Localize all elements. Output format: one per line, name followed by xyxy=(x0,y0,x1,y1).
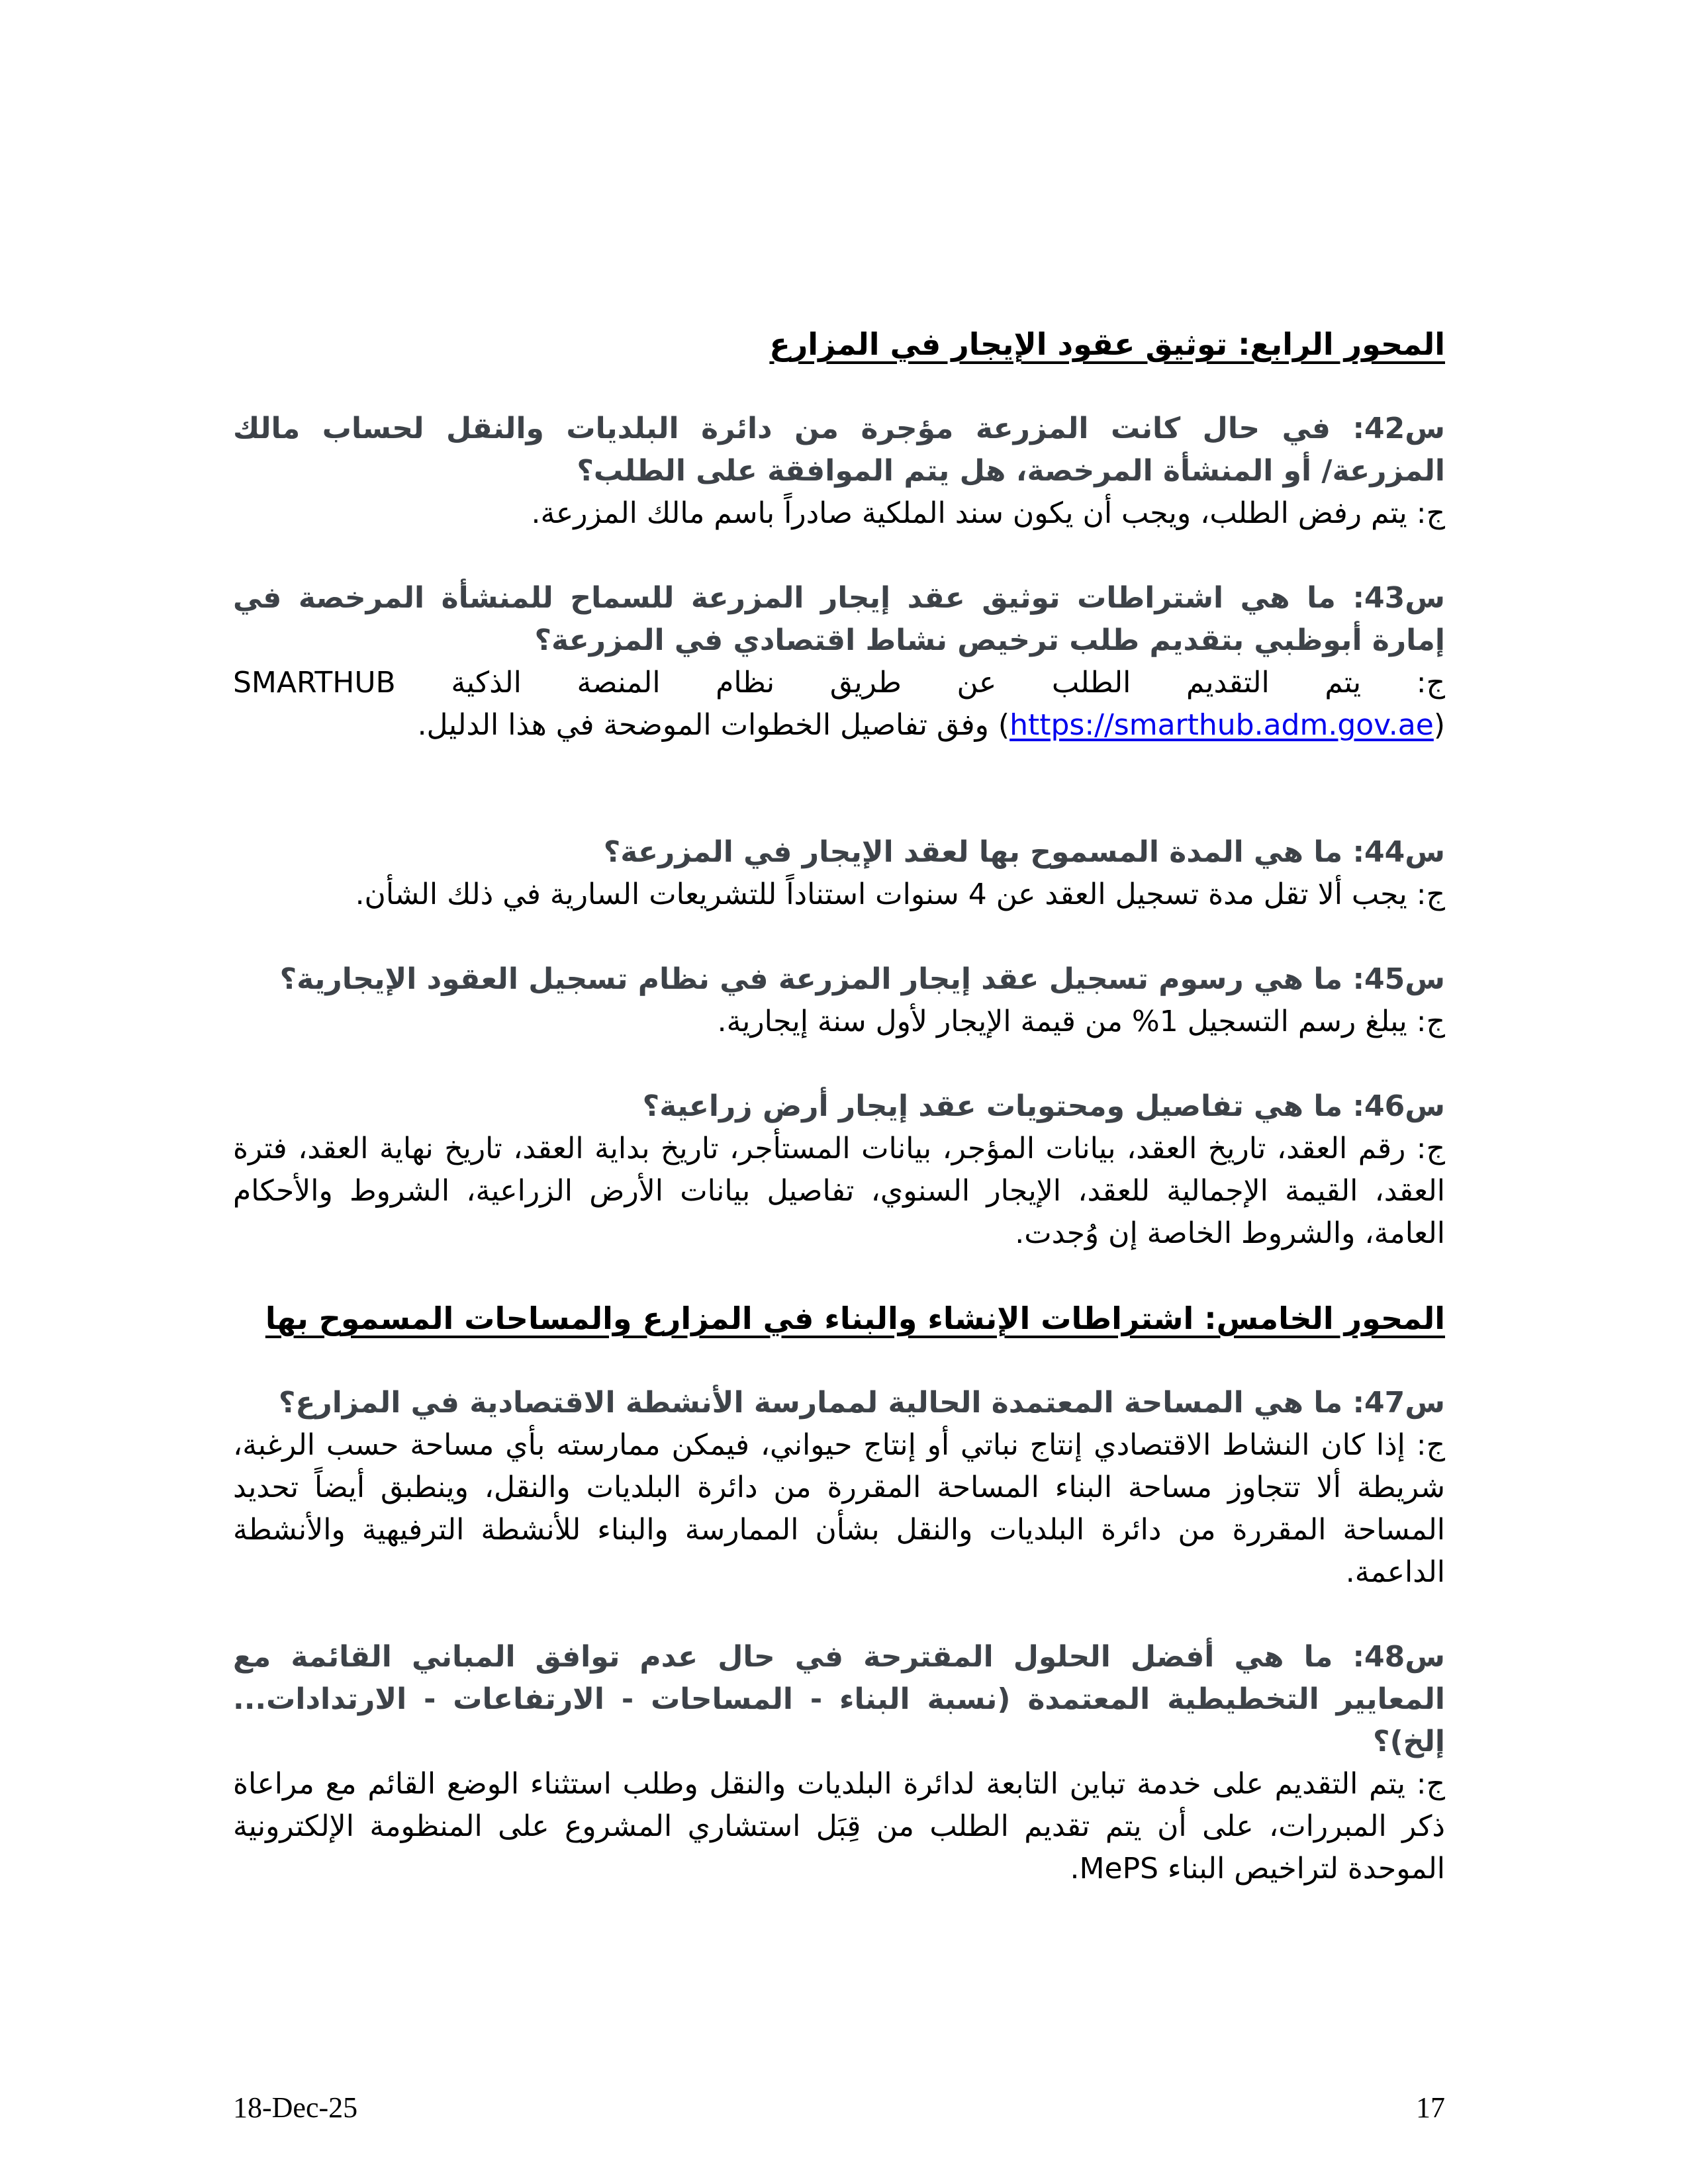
qa-block-48 xyxy=(233,1636,1445,1890)
section-heading-5: المحور الخامس: اشتراطات الإنشاء والبناء في المزارع والمساحات المسموح بها xyxy=(265,1300,1445,1336)
answer-46: ج: رقم العقد، تاريخ العقد، بيانات المؤجر، بيانات المستأجر، تاريخ بداية العقد، تاريخ نهاية العقد، فترة العقد، القيمة الإجمالية للعقد، الإيجار السنوي، تفاصيل بيانات الأرض الزراعية، الشروط والأحكام العامة، والشروط الخاصة إن وُجدت. xyxy=(233,1132,1445,1250)
answer-45: ج: يبلغ رسم التسجيل 1% من قيمة الإيجار لأول سنة إيجارية. xyxy=(717,1005,1445,1038)
footer-date: 18-Dec-25 xyxy=(233,2091,358,2124)
smarthub-link[interactable]: https://smarthub.adm.gov.ae xyxy=(1009,708,1434,742)
qa-block-42 xyxy=(233,408,1445,535)
question-44: س44: ما هي المدة المسموح بها لعقد الإيجار في المزرعة؟ xyxy=(603,835,1445,869)
section-heading-4: المحور الرابع: توثيق عقود الإيجار في المزارع xyxy=(769,326,1445,362)
qa-block-47 xyxy=(233,1382,1445,1594)
answer-43-after-link: ) وفق تفاصيل الخطوات الموضحة في هذا الدليل. xyxy=(417,708,1445,742)
answer-43 xyxy=(233,662,1445,747)
answer-43-before-link: ج: يتم التقديم الطلب عن طريق نظام المنصة الذكية SMARTHUB ( xyxy=(233,666,1445,742)
qa-block-45 xyxy=(233,958,1445,1043)
answer-44: ج: يجب ألا تقل مدة تسجيل العقد عن 4 سنوات استناداً للتشريعات السارية في ذلك الشأن. xyxy=(355,878,1445,911)
answer-48: ج: يتم التقديم على خدمة تباين التابعة لدائرة البلديات والنقل وطلب استثناء الوضع القائم مع مراعاة ذكر المبررات، على أن يتم تقديم الطلب من قِبَل استشاري المشروع على المنظومة الإلكترونية الموحدة لتراخيص البناء MePS. xyxy=(233,1767,1445,1886)
footer-page-number: 17 xyxy=(1416,2091,1445,2124)
qa-block-44 xyxy=(233,831,1445,916)
answer-47: ج: إذا كان النشاط الاقتصادي إنتاج نباتي أو إنتاج حيواني، فيمكن ممارسته بأي مساحة حسب الرغبة، شريطة ألا تتجاوز مساحة البناء المساحة المقررة من دائرة البلديات والنقل، وينطبق أيضاً تحديد المساحة المقررة من دائرة البلديات والنقل بشأن الممارسة والبناء للأنشطة الترفيهية والأنشطة الداعمة. xyxy=(233,1428,1445,1589)
question-43: س43: ما هي اشتراطات توثيق عقد إيجار المزرعة للسماح للمنشأة المرخصة في إمارة أبوظبي بتقديم طلب ترخيص نشاط اقتصادي في المزرعة؟ xyxy=(233,581,1445,657)
question-46: س46: ما هي تفاصيل ومحتويات عقد إيجار أرض زراعية؟ xyxy=(642,1089,1445,1123)
qa-block-43 xyxy=(233,577,1445,747)
qa-block-46 xyxy=(233,1085,1445,1255)
question-42: س42: في حال كانت المزرعة مؤجرة من دائرة البلديات والنقل لحساب مالك المزرعة/ أو المنشأة المرخصة، هل يتم الموافقة على الطلب؟ xyxy=(233,412,1445,488)
document-body xyxy=(233,0,1445,1933)
question-47: س47: ما هي المساحة المعتمدة الحالية لممارسة الأنشطة الاقتصادية في المزارع؟ xyxy=(278,1386,1445,1420)
question-45: س45: ما هي رسوم تسجيل عقد إيجار المزرعة في نظام تسجيل العقود الإيجارية؟ xyxy=(279,962,1445,996)
answer-42: ج: يتم رفض الطلب، ويجب أن يكون سند الملكية صادراً باسم مالك المزرعة. xyxy=(531,496,1445,530)
question-48: س48: ما هي أفضل الحلول المقترحة في حال عدم توافق المباني القائمة مع المعايير التخطيطية المعتمدة (نسبة البناء - المساحات - الارتفاعات - الارتدادات... إلخ)؟ xyxy=(233,1640,1445,1758)
